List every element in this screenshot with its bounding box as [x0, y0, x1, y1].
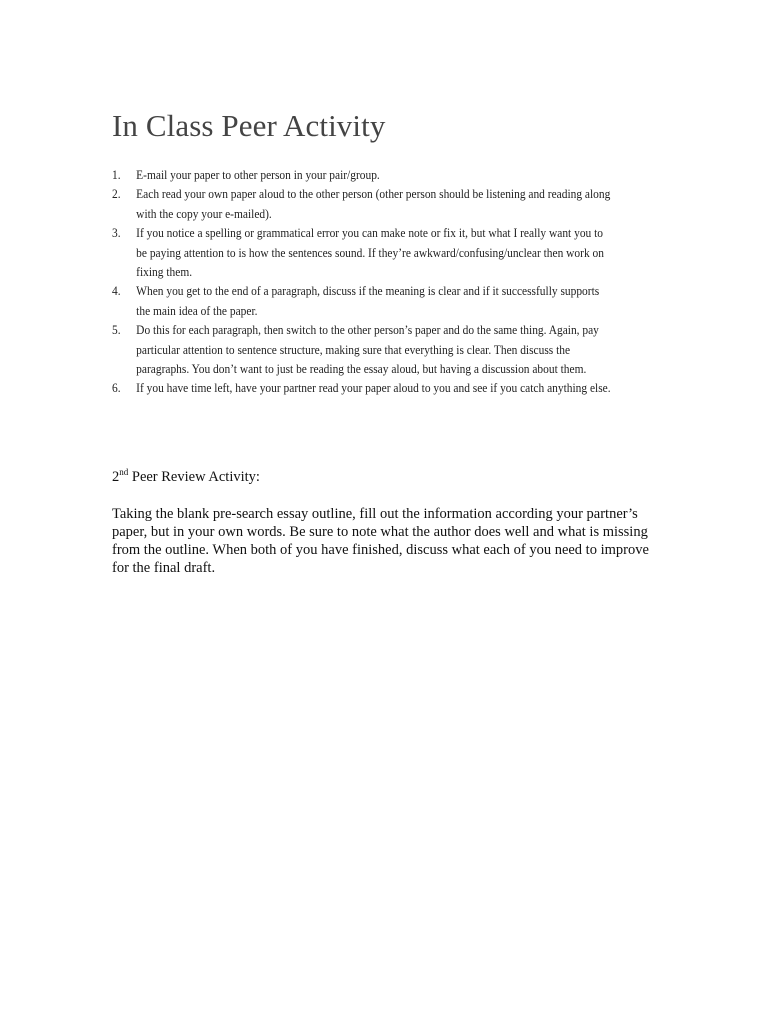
- activity-steps-list: [112, 166, 614, 399]
- list-item-number: 5.: [112, 323, 121, 338]
- list-item-text: If you notice a spelling or grammatical error you can make note or fix it, but what I really want you to be paying attention to is how the sentences sound. If they’re awkward/confusing/unclear then work on fixing them.: [136, 226, 604, 280]
- list-item: [112, 379, 614, 398]
- list-item: [112, 166, 614, 185]
- second-activity-heading-text: Peer Review Activity:: [128, 469, 260, 485]
- page-title: In Class Peer Activity: [112, 108, 386, 143]
- list-item-number: 2.: [112, 187, 121, 202]
- list-item: [112, 321, 614, 379]
- ordinal-number: 2: [112, 469, 120, 485]
- list-item-text: Do this for each paragraph, then switch to the other person’s paper and do the same thing. Again, pay particular attention to sentence structure, making sure that everything is clear. Then discuss the paragraphs. You don’t want to just be reading the essay aloud, but having a discussion about them.: [136, 323, 599, 377]
- list-item-text: When you get to the end of a paragraph, discuss if the meaning is clear and if it successfully supports the main idea of the paper.: [136, 284, 600, 318]
- list-item-text: If you have time left, have your partner read your paper aloud to you and see if you catch anything else.: [136, 381, 611, 396]
- list-item-number: 4.: [112, 284, 121, 299]
- list-item: [112, 224, 614, 282]
- list-item-number: 6.: [112, 381, 121, 396]
- ordinal-suffix: nd: [119, 467, 129, 477]
- list-item-text: Each read your own paper aloud to the other person (other person should be listening and reading along with the copy your e-mailed).: [136, 187, 611, 221]
- second-activity-heading: [112, 469, 260, 486]
- list-item-number: 1.: [112, 168, 121, 182]
- list-item-number: 3.: [112, 226, 121, 241]
- second-activity-paragraph: Taking the blank pre-search essay outline, fill out the information according your partner’s paper, but in your own words. Be sure to note what the author does well and what is missing from the outline. When both of you have finished, discuss what each of you need to improve for the final draft.: [112, 506, 649, 576]
- list-item: [112, 282, 614, 321]
- list-item-text: E-mail your paper to other person in your pair/group.: [136, 168, 380, 182]
- list-item: [112, 185, 614, 224]
